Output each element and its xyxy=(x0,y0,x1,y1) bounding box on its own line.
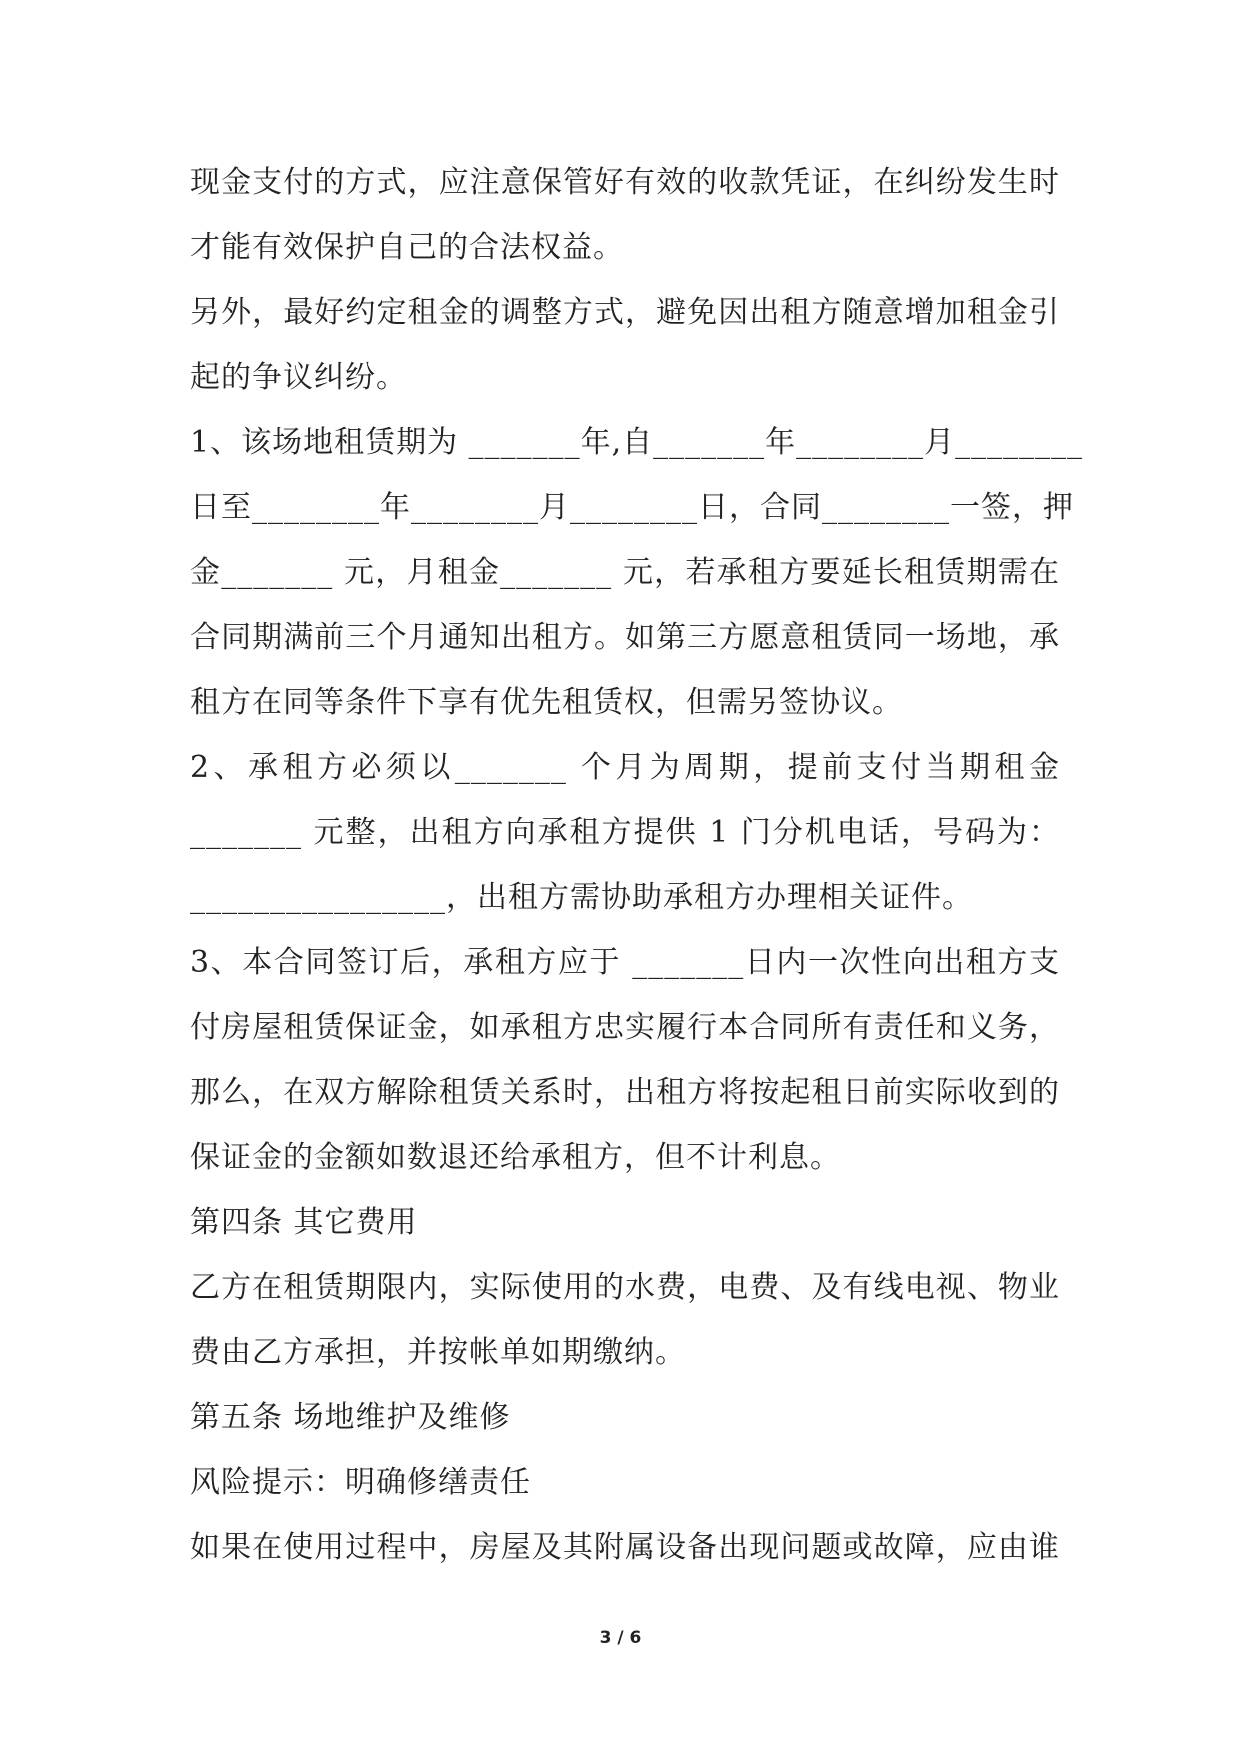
text-line: 才能有效保护自己的合法权益。 xyxy=(190,230,624,265)
document-body xyxy=(190,150,1084,1580)
clause-1-line: 1、该场地租赁期为 _______年,自_______年________月________ xyxy=(190,425,1084,460)
text-line: 另外，最好约定租金的调整方式，避免因出租方随意增加租金引 xyxy=(190,295,1060,330)
clause-2-line: ________________，出租方需协助承租方办理相关证件。 xyxy=(190,880,973,915)
article-4-line: 费由乙方承担，并按帐单如期缴纳。 xyxy=(190,1335,686,1370)
clause-2-line: 2、承租方必须以_______ 个月为周期，提前支付当期租金 xyxy=(190,750,1060,785)
article-4-line: 乙方在租赁期限内，实际使用的水费，电费、及有线电视、物业 xyxy=(190,1270,1060,1305)
section-heading-article-5: 第五条 场地维护及维修 xyxy=(190,1400,511,1435)
clause-1-line: 日至________年________月________日，合同________一签，押 xyxy=(190,490,1074,525)
section-heading-article-4: 第四条 其它费用 xyxy=(190,1205,418,1240)
clause-3-line: 保证金的金额如数退还给承租方，但不计利息。 xyxy=(190,1140,841,1175)
clause-3-line: 3、本合同签订后，承租方应于 _______日内一次性向出租方支 xyxy=(190,945,1060,980)
article-5-line: 如果在使用过程中，房屋及其附属设备出现问题或故障，应由谁 xyxy=(190,1530,1060,1565)
text-line: 起的争议纠纷。 xyxy=(190,360,407,395)
clause-1-line: 租方在同等条件下享有优先租赁权，但需另签协议。 xyxy=(190,685,903,720)
clause-3-line: 那么，在双方解除租赁关系时，出租方将按起租日前实际收到的 xyxy=(190,1075,1060,1110)
page-number: 3 / 6 xyxy=(599,1628,642,1648)
text-line: 现金支付的方式，应注意保管好有效的收款凭证，在纠纷发生时 xyxy=(190,165,1060,200)
clause-3-line: 付房屋租赁保证金，如承租方忠实履行本合同所有责任和义务， xyxy=(190,1010,1060,1045)
clause-2-line: _______ 元整，出租方向承租方提供 1 门分机电话，号码为： xyxy=(190,815,1060,850)
clause-1-line: 合同期满前三个月通知出租方。如第三方愿意租赁同一场地，承 xyxy=(190,620,1060,655)
risk-tip-heading: 风险提示：明确修缮责任 xyxy=(190,1465,531,1500)
clause-1-line: 金_______ 元，月租金_______ 元，若承租方要延长租赁期需在 xyxy=(190,555,1060,590)
